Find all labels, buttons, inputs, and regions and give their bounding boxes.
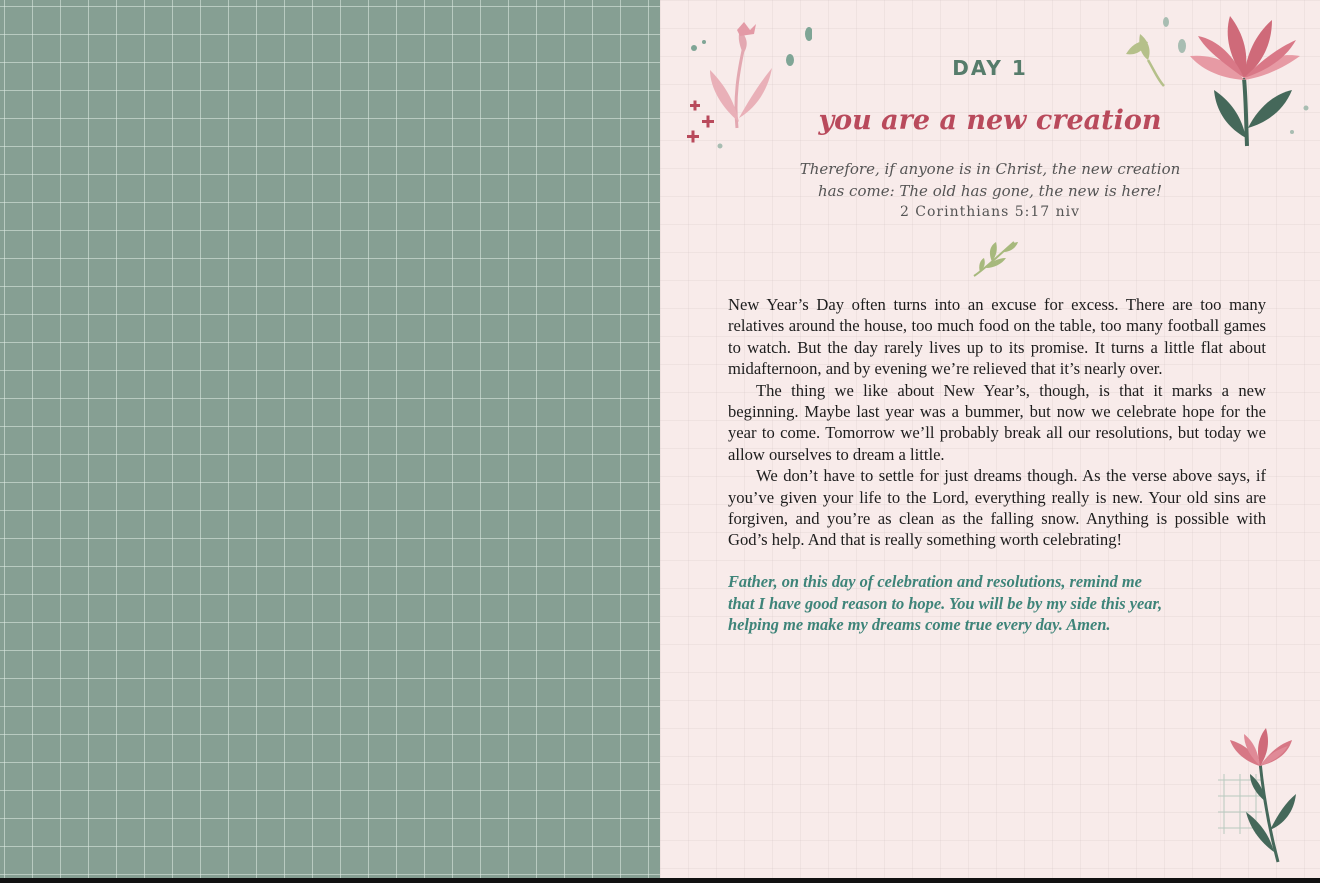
body-paragraph: We don’t have to settle for just dreams though. As the verse above says, if you’ve given your life to the Lord, everything really is new. Your old sins are forgiven, and you’re as clean as the falling snow. Anything is possible with God’s help. And that is really something worth celebrating! (728, 466, 1266, 550)
closing-prayer (728, 571, 1208, 636)
day-label: DAY 1 (952, 56, 1028, 80)
prayer-line: Father, on this day of celebration and resolutions, remind me (728, 572, 1142, 591)
verse-line: has come: The old has gone, the new is here! (817, 182, 1163, 200)
left-page-grid-pattern (0, 0, 660, 878)
flower-grid-icon (1216, 722, 1306, 872)
devotion-title: you are a new creation (818, 105, 1162, 136)
bottom-edge (0, 878, 1320, 883)
body-paragraph: The thing we like about New Year’s, though, is that it marks a new beginning. Maybe last year was a bummer, but now we celebrate hope for the year to come. Tomorrow we’ll probably break all our resolutions, but today we allow ourselves to dream a little. (728, 380, 1266, 464)
right-page (660, 0, 1320, 878)
body-paragraph: New Year’s Day often turns into an excuse for excess. There are too many relatives around the house, too much food on the table, too many football games to watch. But the day rarely lives up to its promise. It turns a little flat about midafternoon, and by evening we’re relieved that it’s nearly over. (728, 295, 1266, 379)
devotion-body (728, 294, 1266, 551)
scripture-verse (780, 158, 1200, 202)
leaf-sprig-icon (970, 238, 1020, 280)
prayer-line: that I have good reason to hope. You will be by my side this year, (728, 593, 1163, 613)
prayer-line: helping me make my dreams come true every day. Amen. (728, 615, 1111, 635)
verse-line: Therefore, if anyone is in Christ, the new creation (799, 160, 1181, 178)
scripture-reference: 2 Corinthians 5:17 niv (899, 204, 1081, 220)
